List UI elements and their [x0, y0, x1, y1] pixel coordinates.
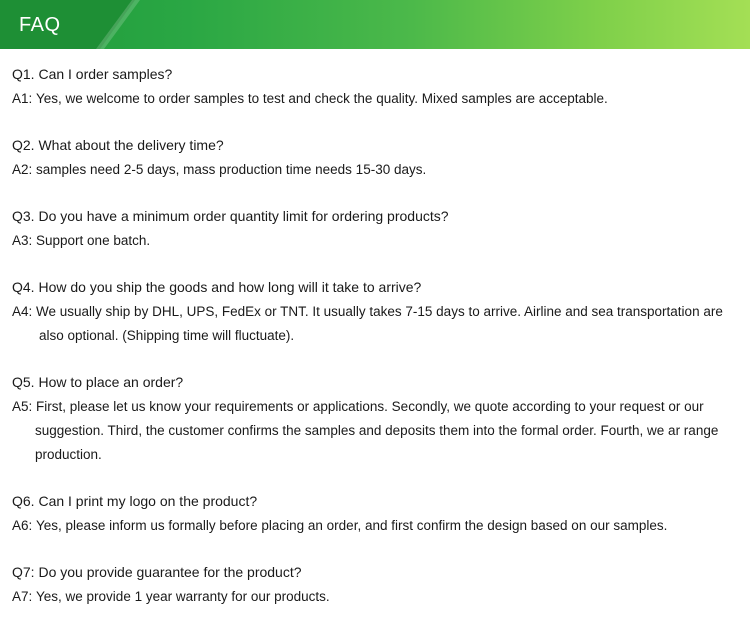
faq-question: Q4. How do you ship the goods and how long will it take to arrive? — [12, 279, 422, 295]
page-title: FAQ — [19, 14, 61, 36]
answer-prefix: A6: — [12, 518, 37, 533]
faq-item — [12, 64, 608, 111]
faq-question: Q7: Do you provide guarantee for the product? — [12, 564, 302, 580]
faq-question: Q6. Can I print my logo on the product? — [12, 493, 258, 509]
answer-text: First, please let us know your requirements or applications. Secondly, we quote according to your request or our suggestion. Third, the customer confirms the samples and deposits them into the formal order. Fourth, we ar range production. — [35, 399, 719, 462]
faq-answer — [12, 514, 667, 538]
answer-text: We usually ship by DHL, UPS, FedEx or TNT. It usually takes 7-15 days to arrive. Airline and sea transportation are also optional. (Shipping time will fluctuate). — [36, 304, 723, 343]
faq-item — [12, 562, 330, 609]
faq-item — [12, 206, 449, 253]
faq-question: Q5. How to place an order? — [12, 374, 184, 390]
answer-text: Yes, we provide 1 year warranty for our products. — [36, 589, 330, 604]
answer-prefix: A1: — [12, 91, 37, 106]
answer-prefix: A5: — [12, 399, 37, 414]
answer-text: samples need 2-5 days, mass production time needs 15-30 days. — [36, 162, 427, 177]
faq-answer — [12, 87, 608, 111]
faq-answer — [12, 158, 426, 182]
answer-prefix: A7: — [12, 589, 37, 604]
faq-question: Q3. Do you have a minimum order quantity limit for ordering products? — [12, 208, 449, 224]
faq-item — [12, 135, 426, 182]
answer-text: Support one batch. — [36, 233, 151, 248]
faq-answer — [12, 585, 330, 609]
faq-item — [12, 491, 667, 538]
faq-question: Q2. What about the delivery time? — [12, 137, 224, 153]
faq-item — [12, 277, 742, 348]
answer-prefix: A3: — [12, 233, 37, 248]
faq-item — [12, 372, 734, 467]
faq-answer — [12, 300, 742, 348]
answer-text: Yes, we welcome to order samples to test and check the quality. Mixed samples are acceptable. — [36, 91, 608, 106]
answer-prefix: A4: — [12, 304, 37, 319]
faq-header-banner — [0, 0, 750, 49]
faq-question: Q1. Can I order samples? — [12, 66, 173, 82]
faq-answer — [12, 229, 449, 253]
answer-prefix: A2: — [12, 162, 37, 177]
faq-answer — [12, 395, 734, 467]
answer-text: Yes, please inform us formally before placing an order, and first confirm the design based on our samples. — [36, 518, 668, 533]
